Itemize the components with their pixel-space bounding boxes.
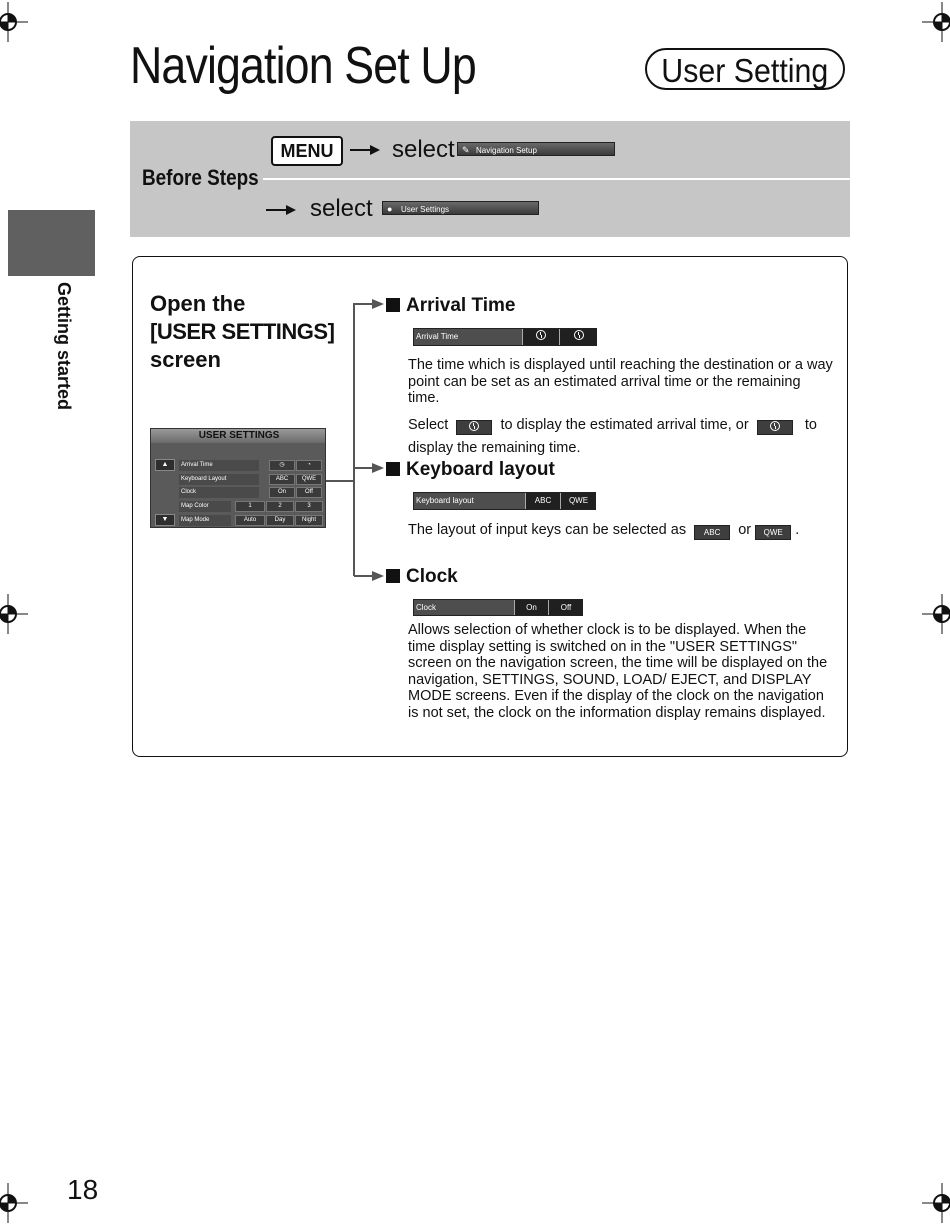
arrival-clock-option	[522, 329, 559, 345]
mini-screen-title: USER SETTINGS	[151, 429, 326, 443]
arrival-select-mid: to display the estimated arrival time, or	[500, 417, 749, 433]
arrival-time-heading	[386, 295, 515, 317]
select-word: Select	[408, 417, 449, 433]
square-bullet-icon	[386, 298, 400, 312]
clock-bar-label: Clock	[416, 603, 437, 612]
mini-row-keyboard	[179, 474, 323, 486]
before-steps-panel	[130, 121, 850, 237]
mini-row-arrival	[179, 460, 323, 472]
remaining-clock-chip	[757, 420, 793, 435]
before-steps-label: Before Steps	[142, 165, 259, 190]
mini-row-label: Arrival Time	[179, 460, 259, 471]
mini-option: Auto	[235, 515, 265, 526]
clock-description: Allows selection of whether clock is to be displayed. When the time display setting is switched on in the "USER SETTINGS" screen on the navigation screen, the time will be displayed on the navigation, SETTINGS, SOUND, LOAD/ EJECT, and DISPLAY MODE screens. Even if the display of the clock on the navigation is not set, the clock on the information display remains displayed.	[408, 622, 828, 721]
scroll-down-icon: ▼	[155, 514, 175, 526]
mini-row-map-color	[179, 501, 323, 513]
arrowhead-icon	[372, 299, 384, 309]
mini-option: ◷	[269, 460, 295, 471]
open-screen-line3: screen	[150, 347, 221, 372]
clock-icon	[536, 330, 546, 340]
connector-line	[354, 303, 374, 305]
clock-icon	[469, 421, 479, 431]
connector-line	[354, 467, 374, 469]
mini-option: QWE	[296, 474, 322, 485]
user-settings-menu-item	[382, 201, 539, 215]
open-screen-line1: Open the	[150, 291, 246, 316]
select-text: select	[392, 136, 455, 163]
open-screen-heading	[150, 290, 334, 374]
clock-title: Clock	[406, 566, 458, 587]
qwe-chip: QWE	[755, 525, 791, 540]
mini-option: Off	[296, 487, 322, 498]
mini-row-clock	[179, 487, 323, 499]
connector-line	[353, 303, 355, 576]
mini-option: 1	[235, 501, 265, 512]
section-badge-label: User Setting	[661, 52, 829, 89]
side-tab	[50, 282, 74, 432]
arrow-icon	[350, 149, 378, 151]
mini-row-label: Map Mode	[179, 515, 231, 526]
keyboard-layout-heading	[386, 459, 555, 481]
registration-mark-icon	[0, 1183, 28, 1223]
keyboard-desc-end: .	[795, 522, 800, 538]
abc-chip: ABC	[694, 525, 730, 540]
navigation-setup-menu-item	[457, 142, 615, 156]
arrow-icon	[266, 209, 294, 211]
page-title: Navigation Set Up	[130, 37, 476, 95]
arrival-select-end: display the remaining time.	[408, 440, 581, 456]
registration-mark-icon	[922, 1183, 950, 1223]
qwe-option: QWE	[560, 493, 596, 509]
square-bullet-icon	[386, 569, 400, 583]
arrival-clock-chip	[456, 420, 492, 435]
keyboard-bar-label: Keyboard layout	[416, 496, 474, 505]
open-screen-line2: [USER SETTINGS]	[150, 319, 335, 344]
keyboard-layout-description	[408, 522, 848, 540]
mini-option: Night	[295, 515, 323, 526]
arrival-time-setting-bar	[413, 328, 597, 346]
arrival-time-bar-label: Arrival Time	[416, 332, 459, 341]
keyboard-desc-or: or	[738, 522, 752, 538]
registration-mark-icon	[922, 594, 950, 634]
mini-option: 2	[266, 501, 294, 512]
clock-off-option: Off	[548, 600, 583, 615]
user-settings-screenshot	[150, 428, 326, 528]
mini-row-label: Keyboard Layout	[179, 474, 259, 485]
scroll-up-icon: ▲	[155, 459, 175, 471]
clock-icon	[770, 421, 780, 431]
arrival-time-title: Arrival Time	[406, 295, 516, 316]
mini-option: Day	[266, 515, 294, 526]
clock-heading	[386, 566, 458, 588]
registration-mark-icon	[0, 2, 28, 42]
menu-key: MENU	[271, 136, 343, 166]
mini-option: ABC	[269, 474, 295, 485]
select-text: select	[310, 195, 373, 222]
steps-divider	[263, 178, 850, 180]
mini-row-label: Map Color	[179, 501, 231, 512]
page-number: 18	[67, 1174, 99, 1205]
mini-option: On	[269, 487, 295, 498]
arrival-time-description: The time which is displayed until reaching the destination or a way point can be set as an estimated arrival time or the remaining time.	[408, 357, 833, 406]
mini-row-label: Clock	[179, 487, 259, 498]
section-badge	[645, 48, 845, 90]
clock-icon	[574, 330, 584, 340]
user-settings-label: User Settings	[401, 205, 450, 214]
keyboard-layout-title: Keyboard layout	[406, 459, 555, 480]
connector-line	[354, 575, 374, 577]
side-tab-block	[8, 210, 95, 276]
mini-row-map-mode	[179, 515, 323, 527]
square-bullet-icon	[386, 462, 400, 476]
keyboard-desc-text: The layout of input keys can be selected as	[408, 522, 687, 538]
navigation-setup-label: Navigation Setup	[476, 146, 537, 155]
mini-option: 3	[295, 501, 323, 512]
registration-mark-icon	[0, 594, 28, 634]
side-tab-label: Getting started	[54, 282, 74, 411]
person-icon: ●	[387, 204, 393, 214]
mini-option: ◔	[296, 460, 322, 471]
remaining-clock-option	[559, 329, 597, 345]
arrowhead-icon	[372, 463, 384, 473]
wrench-icon: ✎	[462, 145, 470, 155]
abc-option: ABC	[525, 493, 560, 509]
arrival-select-to: to	[804, 417, 817, 433]
clock-setting-bar	[413, 599, 583, 616]
arrival-time-select-text	[408, 414, 834, 460]
connector-line	[326, 480, 354, 482]
arrowhead-icon	[372, 571, 384, 581]
registration-mark-icon	[922, 2, 950, 42]
keyboard-layout-setting-bar	[413, 492, 596, 510]
clock-on-option: On	[514, 600, 548, 615]
